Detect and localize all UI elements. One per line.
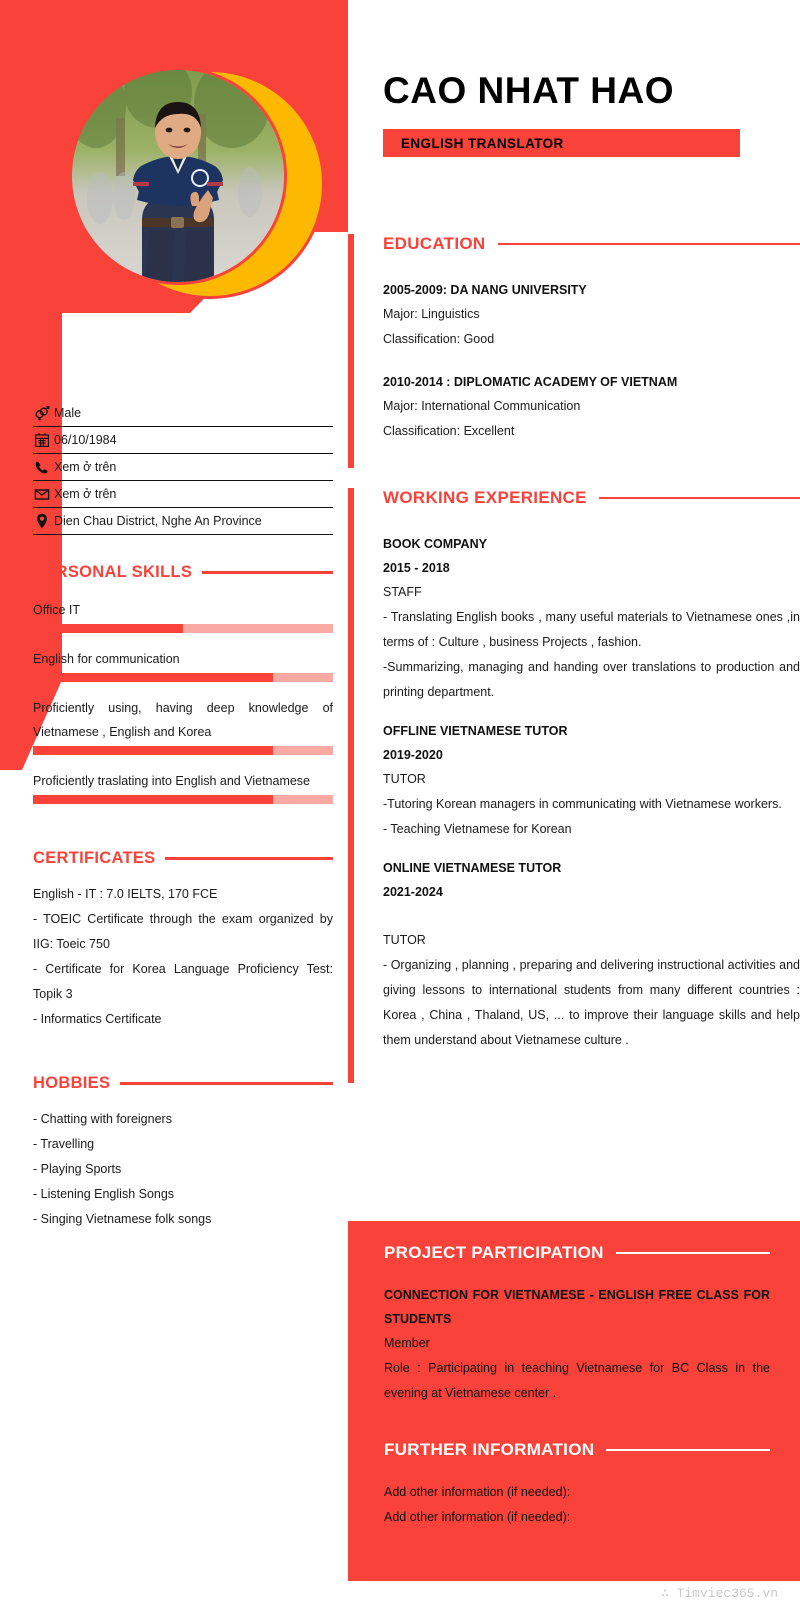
working-experience-heading [383, 488, 800, 508]
section-rule [498, 243, 800, 246]
certificate-line: - Certificate for Korea Language Proficiency Test: Topik 3 [33, 962, 333, 1001]
job-company: BOOK COMPANY [383, 537, 487, 551]
calendar-icon [33, 432, 50, 449]
section-rule [165, 857, 333, 860]
further-information-heading [384, 1440, 770, 1460]
contact-value: Male [54, 406, 82, 420]
location-pin-icon [33, 513, 50, 530]
job-bullet: -Summarizing, managing and handing over translations to production and printing department. [383, 660, 800, 699]
personal-skills-heading [33, 563, 333, 582]
section-rule [120, 1082, 333, 1085]
certificate-line: - TOEIC Certificate through the exam organized by IIG: Toeic 750 [33, 912, 333, 951]
contact-row [33, 481, 333, 508]
contact-row [33, 400, 333, 427]
education-heading [383, 234, 800, 254]
hobbies-heading [33, 1074, 333, 1093]
hobby-line: - Chatting with foreigners [33, 1112, 172, 1126]
further-info-line: Add other information (if needed): [384, 1510, 571, 1524]
section-title: FURTHER INFORMATION [384, 1440, 595, 1459]
job-period: 2021-2024 [383, 885, 443, 899]
job-company: OFFLINE VIETNAMESE TUTOR [383, 724, 568, 738]
hobby-line: - Singing Vietnamese folk songs [33, 1212, 212, 1226]
contact-value: Dien Chau District, Nghe An Province [54, 514, 262, 528]
project-line: Role : Participating in teaching Vietnamese for BC Class in the evening at Vietnamese center . [384, 1361, 770, 1400]
certificate-line: - Informatics Certificate [33, 1012, 162, 1026]
education-section [348, 234, 800, 468]
section-title: WORKING EXPERIENCE [383, 488, 587, 507]
section-title: PROJECT PARTICIPATION [384, 1243, 604, 1262]
job-bullet: - Organizing , planning , preparing and delivering instructional activities and giving lessons to international students from many different countries : Korea , China , Thaland, US, ... to improve their language skills and help them understand about Vietnamese culture . [383, 958, 800, 1047]
project-participation-heading [384, 1243, 770, 1263]
section-rule [606, 1449, 770, 1452]
skill-bar [33, 746, 333, 755]
section-rule [599, 497, 800, 500]
education-entry-line: Major: Linguistics [383, 307, 480, 321]
contact-row [33, 427, 333, 454]
job-bullet: - Teaching Vietnamese for Korean [383, 822, 572, 836]
job-period: 2019-2020 [383, 748, 443, 762]
job-bullet: - Translating English books , many useful materials to Vietnamese ones ,in terms of : Culture , business Projects , fashion. [383, 610, 800, 649]
job-role: TUTOR [383, 772, 426, 786]
envelope-icon [33, 486, 50, 503]
section-rule [616, 1252, 770, 1255]
skill-bar [33, 673, 333, 682]
phone-icon [33, 459, 50, 476]
skill-bar [33, 795, 333, 804]
avatar [72, 70, 300, 298]
certificate-line: English - IT : 7.0 IELTS, 170 FCE [33, 887, 218, 901]
contact-row [33, 454, 333, 481]
contact-row [33, 508, 333, 535]
job-role: STAFF [383, 585, 422, 599]
contact-value: Xem ở trên [54, 487, 117, 501]
hobby-line: - Travelling [33, 1137, 95, 1151]
contact-value: Xem ở trên [54, 460, 117, 474]
working-experience-section [348, 488, 800, 1083]
education-entry-line: Classification: Excellent [383, 424, 515, 438]
skill-label: Proficiently traslating into English and Vietnamese [33, 774, 311, 788]
watermark: ∴ Timviec365.vn [660, 1586, 778, 1601]
page-title: CAO NHAT HAO [383, 70, 675, 111]
section-title: PERSONAL SKILLS [33, 563, 193, 581]
gender-icon [33, 405, 50, 422]
education-entry-line: Classification: Good [383, 332, 495, 346]
contact-list [33, 400, 333, 535]
project-line: Member [384, 1336, 430, 1350]
red-panel [348, 1221, 800, 1581]
avatar-photo [72, 70, 284, 282]
job-company: ONLINE VIETNAMESE TUTOR [383, 861, 562, 875]
skill-label: Proficiently using, having deep knowledge of Vietnamese , English and Korea [33, 701, 333, 739]
project-title: CONNECTION FOR VIETNAMESE - ENGLISH FREE CLASS FOR STUDENTS [384, 1288, 770, 1326]
section-title: EDUCATION [383, 234, 486, 253]
job-role: TUTOR [383, 933, 426, 947]
further-info-line: Add other information (if needed): [384, 1485, 571, 1499]
hobby-line: - Playing Sports [33, 1162, 122, 1176]
job-title-label: ENGLISH TRANSLATOR [401, 135, 564, 151]
certificates-heading [33, 849, 333, 868]
section-title: CERTIFICATES [33, 849, 156, 867]
education-entry-line: Major: International Communication [383, 399, 581, 413]
right-column [348, 234, 800, 1083]
section-rule [202, 571, 333, 574]
job-title-badge [383, 129, 740, 157]
hobby-line: - Listening English Songs [33, 1187, 175, 1201]
contact-value: 06/10/1984 [54, 433, 117, 447]
job-bullet: -Tutoring Korean managers in communicating with Vietnamese workers. [383, 797, 782, 811]
education-entry-title: 2005-2009: DA NANG UNIVERSITY [383, 283, 587, 297]
section-title: HOBBIES [33, 1074, 111, 1092]
skill-bar [33, 624, 333, 633]
education-entry-title: 2010-2014 : DIPLOMATIC ACADEMY OF VIETNAM [383, 375, 678, 389]
skill-label: Office IT [33, 603, 81, 617]
skill-label: English for communication [33, 652, 180, 666]
job-period: 2015 - 2018 [383, 561, 450, 575]
left-column [33, 400, 333, 1232]
